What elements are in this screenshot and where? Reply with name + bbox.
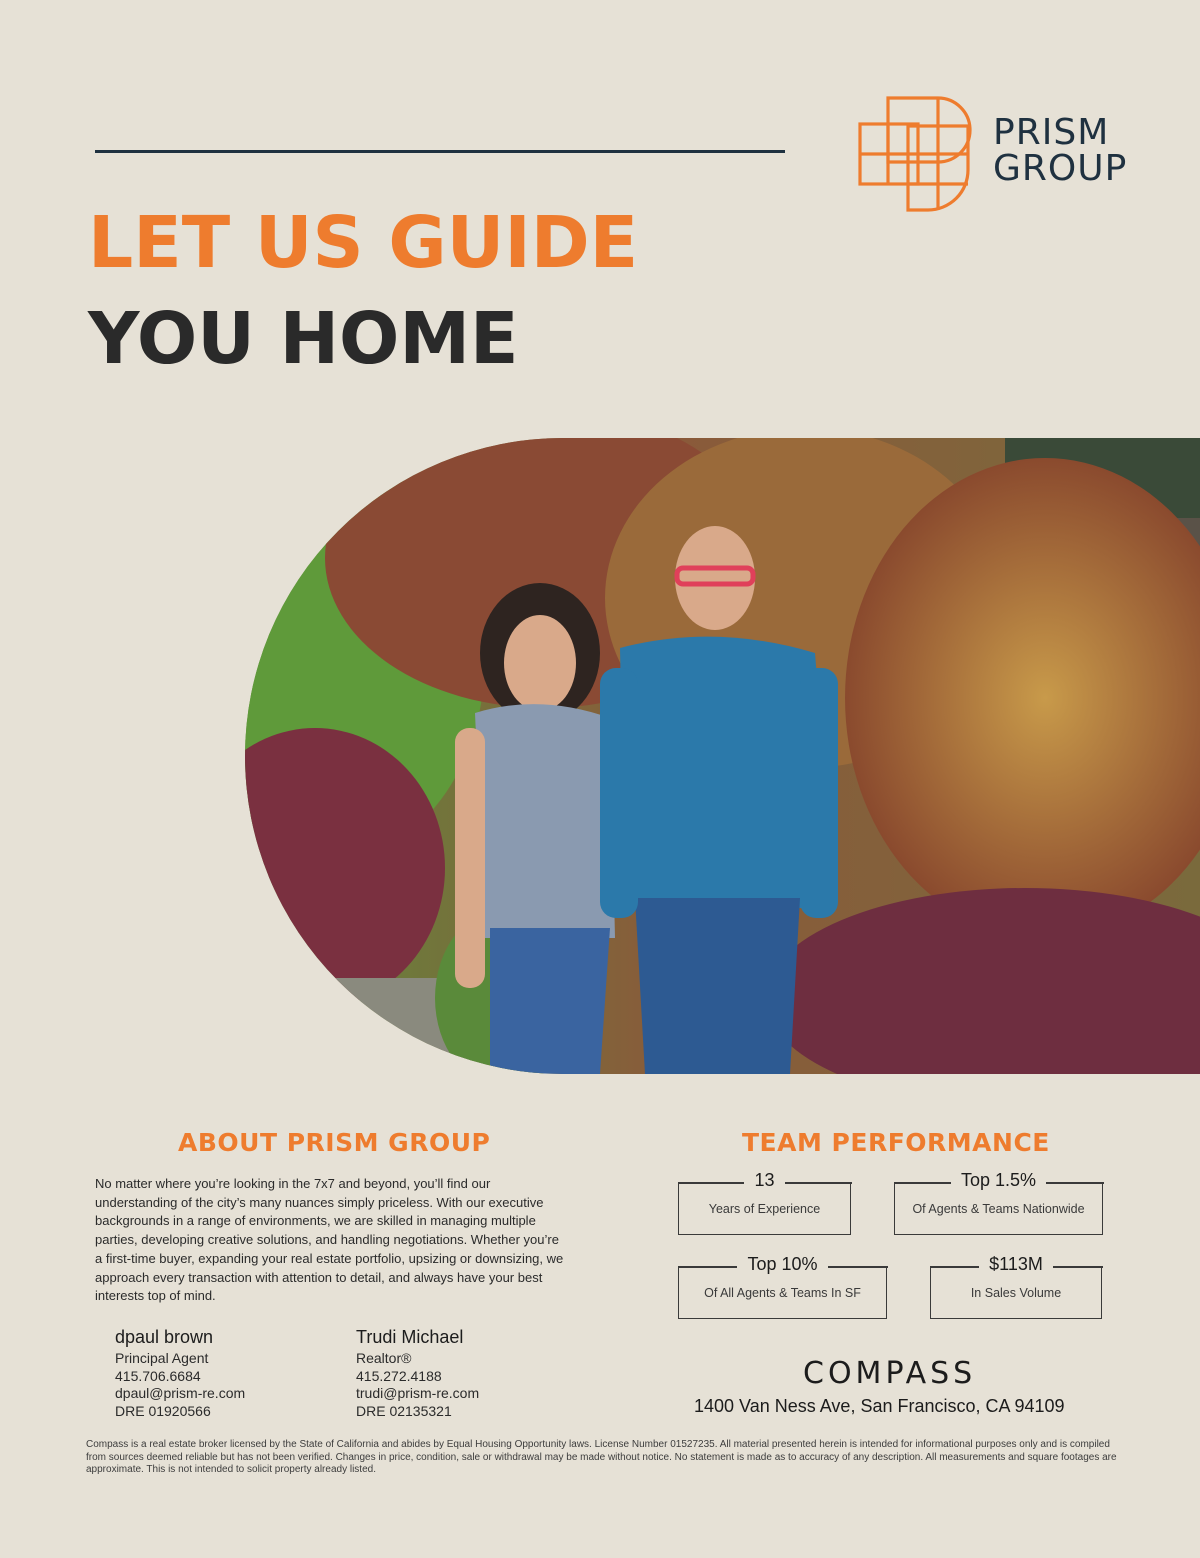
agent-name: dpaul brown [115,1327,214,1347]
compass-logo: COMPASS [803,1356,977,1391]
stat-label: Of All Agents & Teams In SF [704,1286,861,1300]
stat-value: 13 [744,1170,784,1190]
top-divider [95,150,785,153]
agent-phone[interactable]: 415.272.4188 [356,1367,442,1384]
agent-card [115,1325,245,1420]
headline-line1: LET US GUIDE [88,201,639,284]
performance-title: TEAM PERFORMANCE [742,1128,1050,1157]
stat-value: Top 1.5% [951,1170,1046,1190]
brand-name [993,112,1128,189]
stat-value: Top 10% [737,1254,827,1274]
brokerage-address: 1400 Van Ness Ave, San Francisco, CA 94109 [694,1396,1065,1416]
stat-label: Of Agents & Teams Nationwide [912,1202,1085,1216]
headline-line2: YOU HOME [88,297,519,380]
stat-box [678,1170,851,1235]
agent-title: Principal Agent [115,1350,209,1366]
legal-disclaimer: Compass is a real estate broker licensed by the State of California and abides by Equal Housing Opportunity laws. License Number 01527235. All material presented herein is intended for informational purposes only and is compiled from sources deemed reliable but has not been verified. Changes in price, condition, sale or withdrawal may be made without notice. No statement is made as to accuracy of any description. All measurements and square footages are approximate. This is not intended to solicit property already listed. [86,1439,1117,1475]
stat-label: In Sales Volume [970,1286,1062,1300]
stat-label: Years of Experience [708,1202,821,1216]
agent-email[interactable]: trudi@prism-re.com [356,1385,480,1402]
stat-box [930,1254,1102,1319]
team-photo [245,438,1200,1074]
agent-dre: DRE 02135321 [356,1402,452,1419]
agent-title: Realtor® [356,1350,412,1366]
stat-box [678,1254,887,1319]
agent-name: Trudi Michael [356,1327,464,1347]
agent-phone[interactable]: 415.706.6684 [115,1367,201,1384]
about-title: ABOUT PRISM GROUP [178,1128,491,1157]
agent-dre: DRE 01920566 [115,1402,211,1419]
agent-card [356,1325,479,1420]
about-body: No matter where you’re looking in the 7x7 and beyond, you’ll find our understanding of the city’s many nuances simply priceless. With our executive backgrounds in a range of environments, we are skilled in managing multiple parties, developing creative solutions, and handling negotiations. Whether you’re a first-time buyer, expanding your real estate portfolio, upsizing or downsizing, we approach every transaction with attention to detail, and always have your best interests top of mind. [95,1176,564,1304]
brand-name-line1: PRISM [993,112,1110,153]
stat-box [894,1170,1103,1235]
agent-email[interactable]: dpaul@prism-re.com [115,1385,246,1402]
stat-value: $113M [979,1254,1053,1274]
brand-name-line2: GROUP [993,148,1128,189]
